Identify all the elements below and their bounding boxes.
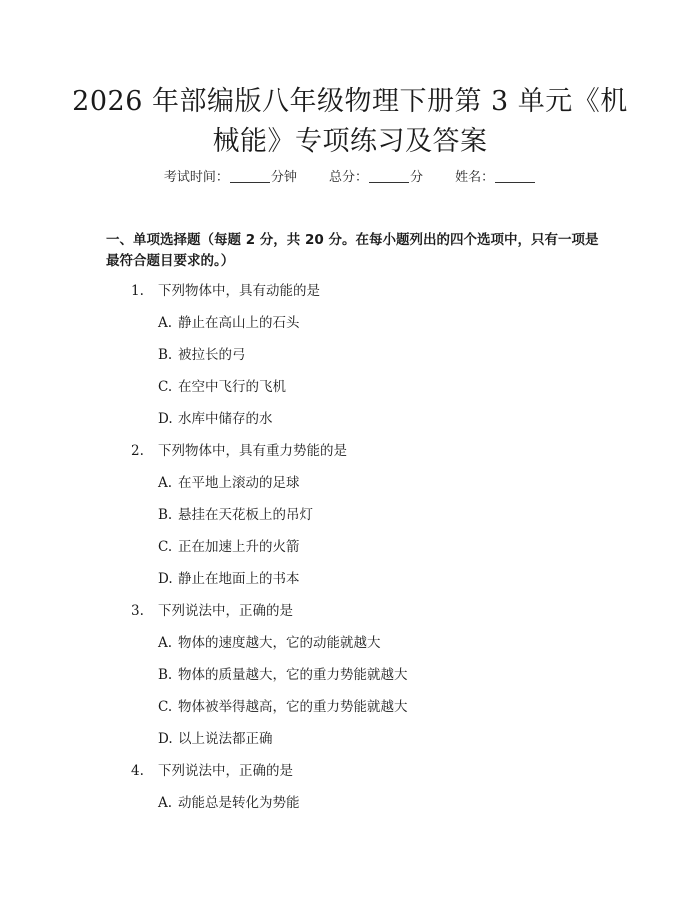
option-text: 物体被举得越高，它的重力势能就越大 (178, 699, 408, 715)
option-letter: B. (158, 347, 173, 363)
option-text: 在平地上滚动的足球 (178, 475, 300, 491)
question-text: 下列说法中，正确的是 (158, 763, 293, 779)
student-name-blank (495, 169, 535, 183)
option-letter: D. (158, 571, 173, 587)
option-text: 被拉长的弓 (178, 347, 246, 363)
question-4 (131, 762, 293, 780)
option-1a (158, 314, 300, 332)
option-1d (158, 410, 273, 428)
exam-time-field (164, 170, 297, 185)
question-number: 3. (131, 603, 144, 619)
option-4a (158, 794, 300, 812)
option-1b (158, 346, 246, 364)
option-letter: C. (158, 539, 173, 555)
option-3d (158, 730, 273, 748)
option-letter: A. (158, 475, 173, 491)
exam-time-unit: 分钟 (270, 170, 297, 185)
question-1 (131, 282, 320, 300)
option-letter: C. (158, 699, 173, 715)
question-number: 1. (131, 283, 144, 299)
option-text: 以上说法都正确 (178, 731, 273, 747)
total-score-label: 总分： (328, 170, 368, 185)
exam-info-line (0, 169, 700, 187)
option-letter: A. (158, 315, 173, 331)
option-text: 物体的速度越大，它的动能就越大 (178, 635, 381, 651)
student-name-label: 姓名： (455, 170, 495, 185)
option-letter: B. (158, 667, 173, 683)
option-2a (158, 474, 300, 492)
total-score-blank (369, 169, 409, 183)
question-text: 下列物体中，具有动能的是 (158, 283, 320, 299)
option-text: 正在加速上升的火箭 (178, 539, 300, 555)
student-name-field (455, 170, 536, 185)
total-score-unit: 分 (410, 170, 424, 185)
question-2 (131, 442, 347, 460)
option-text: 悬挂在天花板上的吊灯 (178, 507, 313, 523)
question-text: 下列物体中，具有重力势能的是 (158, 443, 347, 459)
option-letter: C. (158, 379, 173, 395)
option-2d (158, 570, 300, 588)
option-3b (158, 666, 408, 684)
title-line-1: 2026 年部编版八年级物理下册第 3 单元《机 (72, 86, 628, 117)
title-line-2: 械能》专项练习及答案 (212, 126, 488, 157)
exam-time-blank (230, 169, 270, 183)
option-letter: D. (158, 411, 173, 427)
option-text: 静止在高山上的石头 (178, 315, 300, 331)
option-text: 物体的质量越大，它的重力势能就越大 (178, 667, 408, 683)
option-text: 水库中储存的水 (178, 411, 273, 427)
option-3c (158, 698, 408, 716)
option-text: 静止在地面上的书本 (178, 571, 300, 587)
option-text: 在空中飞行的飞机 (178, 379, 286, 395)
option-3a (158, 634, 381, 652)
option-letter: B. (158, 507, 173, 523)
section-heading-line-2: 最符合题目要求的。） (106, 253, 235, 269)
option-letter: A. (158, 795, 173, 811)
exam-time-label: 考试时间： (163, 170, 229, 185)
option-2b (158, 506, 313, 524)
option-text: 动能总是转化为势能 (178, 795, 300, 811)
section-heading-line-1: 一、单项选择题（每题 2 分，共 20 分。在每小题列出的四个选项中，只有一项是 (106, 232, 599, 248)
question-text: 下列说法中，正确的是 (158, 603, 293, 619)
option-1c (158, 378, 286, 396)
total-score-field (329, 170, 423, 185)
section-heading (106, 230, 606, 272)
option-letter: A. (158, 635, 173, 651)
option-2c (158, 538, 300, 556)
question-number: 4. (131, 763, 144, 779)
option-letter: D. (158, 731, 173, 747)
document-title (60, 82, 640, 162)
question-3 (131, 602, 293, 620)
question-number: 2. (131, 443, 144, 459)
